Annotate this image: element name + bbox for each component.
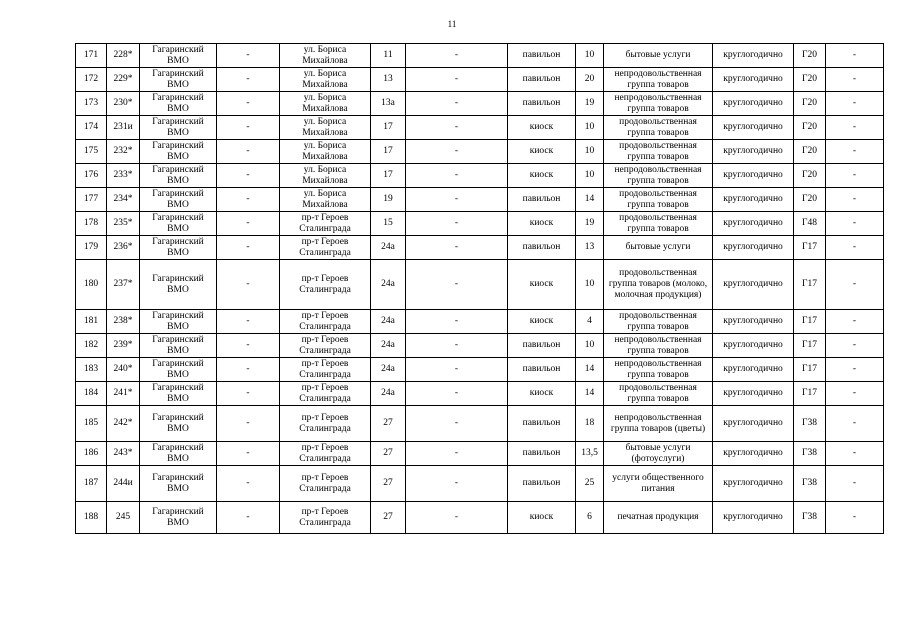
row-number-cell: 179 (76, 236, 107, 260)
object-type-cell: павильон (508, 358, 576, 382)
period-cell: круглогодично (713, 68, 794, 92)
row-number-cell: 181 (76, 310, 107, 334)
object-code-cell: 229* (107, 68, 140, 92)
house-cell: 17 (371, 140, 406, 164)
specialization-cell: продовольственная группа товаров (604, 116, 713, 140)
street-cell: пр-т Героев Сталинграда (280, 406, 371, 442)
column-7-cell: - (406, 334, 508, 358)
street-cell: пр-т Героев Сталинграда (280, 212, 371, 236)
object-type-cell: павильон (508, 236, 576, 260)
street-cell: пр-т Героев Сталинграда (280, 260, 371, 310)
object-type-cell: киоск (508, 260, 576, 310)
column-4-cell: - (217, 358, 280, 382)
row-number-cell: 187 (76, 466, 107, 502)
district-cell: Гагаринский ВМО (140, 116, 217, 140)
table-row (76, 442, 884, 466)
column-4-cell: - (217, 310, 280, 334)
period-cell: круглогодично (713, 92, 794, 116)
period-cell: круглогодично (713, 236, 794, 260)
period-cell: круглогодично (713, 310, 794, 334)
column-13-cell: - (826, 212, 884, 236)
object-code-cell: 236* (107, 236, 140, 260)
table-row (76, 406, 884, 442)
column-13-cell: - (826, 466, 884, 502)
object-type-cell: киоск (508, 140, 576, 164)
column-4-cell: - (217, 44, 280, 68)
street-cell: ул. Бориса Михайлова (280, 188, 371, 212)
district-cell: Гагаринский ВМО (140, 140, 217, 164)
specialization-cell: бытовые услуги (604, 236, 713, 260)
table-row (76, 44, 884, 68)
object-type-cell: павильон (508, 406, 576, 442)
period-cell: круглогодично (713, 260, 794, 310)
street-cell: пр-т Героев Сталинграда (280, 502, 371, 534)
area-cell: 14 (576, 382, 604, 406)
column-7-cell: - (406, 442, 508, 466)
column-7-cell: - (406, 466, 508, 502)
page-number: 11 (447, 19, 457, 29)
specialization-cell: продовольственная группа товаров (молоко, молочная продукция) (604, 260, 713, 310)
column-7-cell: - (406, 382, 508, 406)
specialization-cell: услуги общественного питания (604, 466, 713, 502)
house-cell: 24а (371, 310, 406, 334)
table-row (76, 164, 884, 188)
house-cell: 19 (371, 188, 406, 212)
street-cell: пр-т Героев Сталинграда (280, 358, 371, 382)
column-4-cell: - (217, 140, 280, 164)
column-7-cell: - (406, 260, 508, 310)
zone-cell: Г17 (794, 382, 826, 406)
row-number-cell: 186 (76, 442, 107, 466)
street-cell: пр-т Героев Сталинграда (280, 442, 371, 466)
district-cell: Гагаринский ВМО (140, 236, 217, 260)
district-cell: Гагаринский ВМО (140, 466, 217, 502)
period-cell: круглогодично (713, 140, 794, 164)
period-cell: круглогодично (713, 502, 794, 534)
column-13-cell: - (826, 164, 884, 188)
district-cell: Гагаринский ВМО (140, 406, 217, 442)
column-4-cell: - (217, 212, 280, 236)
column-7-cell: - (406, 68, 508, 92)
district-cell: Гагаринский ВМО (140, 358, 217, 382)
period-cell: круглогодично (713, 442, 794, 466)
street-cell: пр-т Героев Сталинграда (280, 310, 371, 334)
area-cell: 4 (576, 310, 604, 334)
house-cell: 11 (371, 44, 406, 68)
object-code-cell: 233* (107, 164, 140, 188)
area-cell: 13 (576, 236, 604, 260)
area-cell: 19 (576, 92, 604, 116)
specialization-cell: продовольственная группа товаров (604, 310, 713, 334)
zone-cell: Г38 (794, 406, 826, 442)
period-cell: круглогодично (713, 212, 794, 236)
period-cell: круглогодично (713, 334, 794, 358)
district-cell: Гагаринский ВМО (140, 502, 217, 534)
object-code-cell: 245 (107, 502, 140, 534)
column-7-cell: - (406, 116, 508, 140)
house-cell: 24а (371, 260, 406, 310)
district-cell: Гагаринский ВМО (140, 164, 217, 188)
column-4-cell: - (217, 164, 280, 188)
row-number-cell: 175 (76, 140, 107, 164)
object-code-cell: 237* (107, 260, 140, 310)
area-cell: 10 (576, 116, 604, 140)
object-type-cell: павильон (508, 334, 576, 358)
house-cell: 13 (371, 68, 406, 92)
district-cell: Гагаринский ВМО (140, 382, 217, 406)
specialization-cell: печатная продукция (604, 502, 713, 534)
column-13-cell: - (826, 502, 884, 534)
object-type-cell: киоск (508, 310, 576, 334)
zone-cell: Г17 (794, 358, 826, 382)
period-cell: круглогодично (713, 358, 794, 382)
column-7-cell: - (406, 212, 508, 236)
zone-cell: Г17 (794, 236, 826, 260)
object-code-cell: 238* (107, 310, 140, 334)
house-cell: 27 (371, 502, 406, 534)
row-number-cell: 174 (76, 116, 107, 140)
street-cell: пр-т Героев Сталинграда (280, 236, 371, 260)
street-cell: пр-т Героев Сталинграда (280, 334, 371, 358)
table-row (76, 502, 884, 534)
column-13-cell: - (826, 92, 884, 116)
object-type-cell: павильон (508, 188, 576, 212)
object-type-cell: киоск (508, 116, 576, 140)
row-number-cell: 182 (76, 334, 107, 358)
period-cell: круглогодично (713, 382, 794, 406)
zone-cell: Г20 (794, 116, 826, 140)
column-13-cell: - (826, 406, 884, 442)
object-code-cell: 231и (107, 116, 140, 140)
object-type-cell: киоск (508, 164, 576, 188)
table-row (76, 212, 884, 236)
area-cell: 10 (576, 44, 604, 68)
column-4-cell: - (217, 236, 280, 260)
house-cell: 17 (371, 116, 406, 140)
house-cell: 13а (371, 92, 406, 116)
column-4-cell: - (217, 334, 280, 358)
column-13-cell: - (826, 116, 884, 140)
table-row (76, 236, 884, 260)
specialization-cell: непродовольственная группа товаров (604, 92, 713, 116)
zone-cell: Г17 (794, 260, 826, 310)
row-number-cell: 176 (76, 164, 107, 188)
object-type-cell: киоск (508, 382, 576, 406)
object-code-cell: 239* (107, 334, 140, 358)
period-cell: круглогодично (713, 116, 794, 140)
column-4-cell: - (217, 466, 280, 502)
column-4-cell: - (217, 382, 280, 406)
street-cell: ул. Бориса Михайлова (280, 116, 371, 140)
house-cell: 24а (371, 358, 406, 382)
district-cell: Гагаринский ВМО (140, 92, 217, 116)
specialization-cell: непродовольственная группа товаров (604, 358, 713, 382)
zone-cell: Г17 (794, 310, 826, 334)
table-row (76, 116, 884, 140)
specialization-cell: непродовольственная группа товаров (604, 68, 713, 92)
district-cell: Гагаринский ВМО (140, 442, 217, 466)
zone-cell: Г38 (794, 502, 826, 534)
column-13-cell: - (826, 334, 884, 358)
area-cell: 10 (576, 334, 604, 358)
trade-objects-table (75, 43, 884, 534)
column-13-cell: - (826, 188, 884, 212)
period-cell: круглогодично (713, 44, 794, 68)
street-cell: пр-т Героев Сталинграда (280, 466, 371, 502)
table-row (76, 466, 884, 502)
specialization-cell: продовольственная группа товаров (604, 382, 713, 406)
row-number-cell: 184 (76, 382, 107, 406)
object-code-cell: 235* (107, 212, 140, 236)
house-cell: 24а (371, 382, 406, 406)
specialization-cell: продовольственная группа товаров (604, 212, 713, 236)
street-cell: ул. Бориса Михайлова (280, 92, 371, 116)
column-4-cell: - (217, 68, 280, 92)
row-number-cell: 177 (76, 188, 107, 212)
zone-cell: Г20 (794, 92, 826, 116)
object-code-cell: 242* (107, 406, 140, 442)
column-4-cell: - (217, 260, 280, 310)
column-7-cell: - (406, 188, 508, 212)
street-cell: ул. Бориса Михайлова (280, 164, 371, 188)
object-code-cell: 228* (107, 44, 140, 68)
zone-cell: Г38 (794, 442, 826, 466)
area-cell: 18 (576, 406, 604, 442)
column-7-cell: - (406, 92, 508, 116)
object-code-cell: 232* (107, 140, 140, 164)
district-cell: Гагаринский ВМО (140, 310, 217, 334)
object-type-cell: павильон (508, 68, 576, 92)
street-cell: ул. Бориса Михайлова (280, 44, 371, 68)
column-7-cell: - (406, 140, 508, 164)
row-number-cell: 173 (76, 92, 107, 116)
district-cell: Гагаринский ВМО (140, 188, 217, 212)
table-row (76, 68, 884, 92)
column-13-cell: - (826, 442, 884, 466)
district-cell: Гагаринский ВМО (140, 68, 217, 92)
column-4-cell: - (217, 406, 280, 442)
column-7-cell: - (406, 406, 508, 442)
column-7-cell: - (406, 44, 508, 68)
object-type-cell: павильон (508, 442, 576, 466)
table-row (76, 334, 884, 358)
zone-cell: Г38 (794, 466, 826, 502)
house-cell: 27 (371, 406, 406, 442)
street-cell: ул. Бориса Михайлова (280, 68, 371, 92)
zone-cell: Г20 (794, 164, 826, 188)
area-cell: 14 (576, 188, 604, 212)
table-row (76, 92, 884, 116)
specialization-cell: бытовые услуги (фотоуслуги) (604, 442, 713, 466)
row-number-cell: 172 (76, 68, 107, 92)
zone-cell: Г48 (794, 212, 826, 236)
column-4-cell: - (217, 188, 280, 212)
zone-cell: Г20 (794, 68, 826, 92)
district-cell: Гагаринский ВМО (140, 334, 217, 358)
specialization-cell: продовольственная группа товаров (604, 188, 713, 212)
column-7-cell: - (406, 502, 508, 534)
object-type-cell: павильон (508, 466, 576, 502)
object-code-cell: 240* (107, 358, 140, 382)
specialization-cell: непродовольственная группа товаров (цветы) (604, 406, 713, 442)
column-13-cell: - (826, 358, 884, 382)
specialization-cell: непродовольственная группа товаров (604, 164, 713, 188)
table-row (76, 140, 884, 164)
column-4-cell: - (217, 502, 280, 534)
district-cell: Гагаринский ВМО (140, 44, 217, 68)
house-cell: 27 (371, 442, 406, 466)
street-cell: ул. Бориса Михайлова (280, 140, 371, 164)
column-13-cell: - (826, 140, 884, 164)
column-4-cell: - (217, 92, 280, 116)
period-cell: круглогодично (713, 188, 794, 212)
column-13-cell: - (826, 382, 884, 406)
area-cell: 10 (576, 260, 604, 310)
column-13-cell: - (826, 44, 884, 68)
object-code-cell: 234* (107, 188, 140, 212)
specialization-cell: продовольственная группа товаров (604, 140, 713, 164)
column-7-cell: - (406, 358, 508, 382)
column-4-cell: - (217, 442, 280, 466)
table-row (76, 310, 884, 334)
object-code-cell: 241* (107, 382, 140, 406)
house-cell: 15 (371, 212, 406, 236)
column-4-cell: - (217, 116, 280, 140)
area-cell: 13,5 (576, 442, 604, 466)
house-cell: 24а (371, 236, 406, 260)
house-cell: 24а (371, 334, 406, 358)
house-cell: 17 (371, 164, 406, 188)
column-13-cell: - (826, 68, 884, 92)
street-cell: пр-т Героев Сталинграда (280, 382, 371, 406)
area-cell: 10 (576, 164, 604, 188)
column-13-cell: - (826, 236, 884, 260)
zone-cell: Г20 (794, 140, 826, 164)
area-cell: 14 (576, 358, 604, 382)
period-cell: круглогодично (713, 164, 794, 188)
object-type-cell: киоск (508, 502, 576, 534)
row-number-cell: 185 (76, 406, 107, 442)
area-cell: 19 (576, 212, 604, 236)
column-7-cell: - (406, 236, 508, 260)
area-cell: 6 (576, 502, 604, 534)
row-number-cell: 180 (76, 260, 107, 310)
object-type-cell: павильон (508, 44, 576, 68)
zone-cell: Г20 (794, 188, 826, 212)
row-number-cell: 183 (76, 358, 107, 382)
column-13-cell: - (826, 310, 884, 334)
zone-cell: Г20 (794, 44, 826, 68)
area-cell: 20 (576, 68, 604, 92)
zone-cell: Г17 (794, 334, 826, 358)
table-row (76, 188, 884, 212)
object-code-cell: 243* (107, 442, 140, 466)
row-number-cell: 178 (76, 212, 107, 236)
row-number-cell: 171 (76, 44, 107, 68)
area-cell: 10 (576, 140, 604, 164)
table-row (76, 358, 884, 382)
table-body (76, 44, 884, 534)
object-type-cell: павильон (508, 92, 576, 116)
column-7-cell: - (406, 310, 508, 334)
object-code-cell: 244и (107, 466, 140, 502)
specialization-cell: непродовольственная группа товаров (604, 334, 713, 358)
object-code-cell: 230* (107, 92, 140, 116)
row-number-cell: 188 (76, 502, 107, 534)
column-13-cell: - (826, 260, 884, 310)
table-row (76, 260, 884, 310)
house-cell: 27 (371, 466, 406, 502)
area-cell: 25 (576, 466, 604, 502)
district-cell: Гагаринский ВМО (140, 212, 217, 236)
period-cell: круглогодично (713, 466, 794, 502)
column-7-cell: - (406, 164, 508, 188)
object-type-cell: киоск (508, 212, 576, 236)
period-cell: круглогодично (713, 406, 794, 442)
district-cell: Гагаринский ВМО (140, 260, 217, 310)
specialization-cell: бытовые услуги (604, 44, 713, 68)
table-row (76, 382, 884, 406)
